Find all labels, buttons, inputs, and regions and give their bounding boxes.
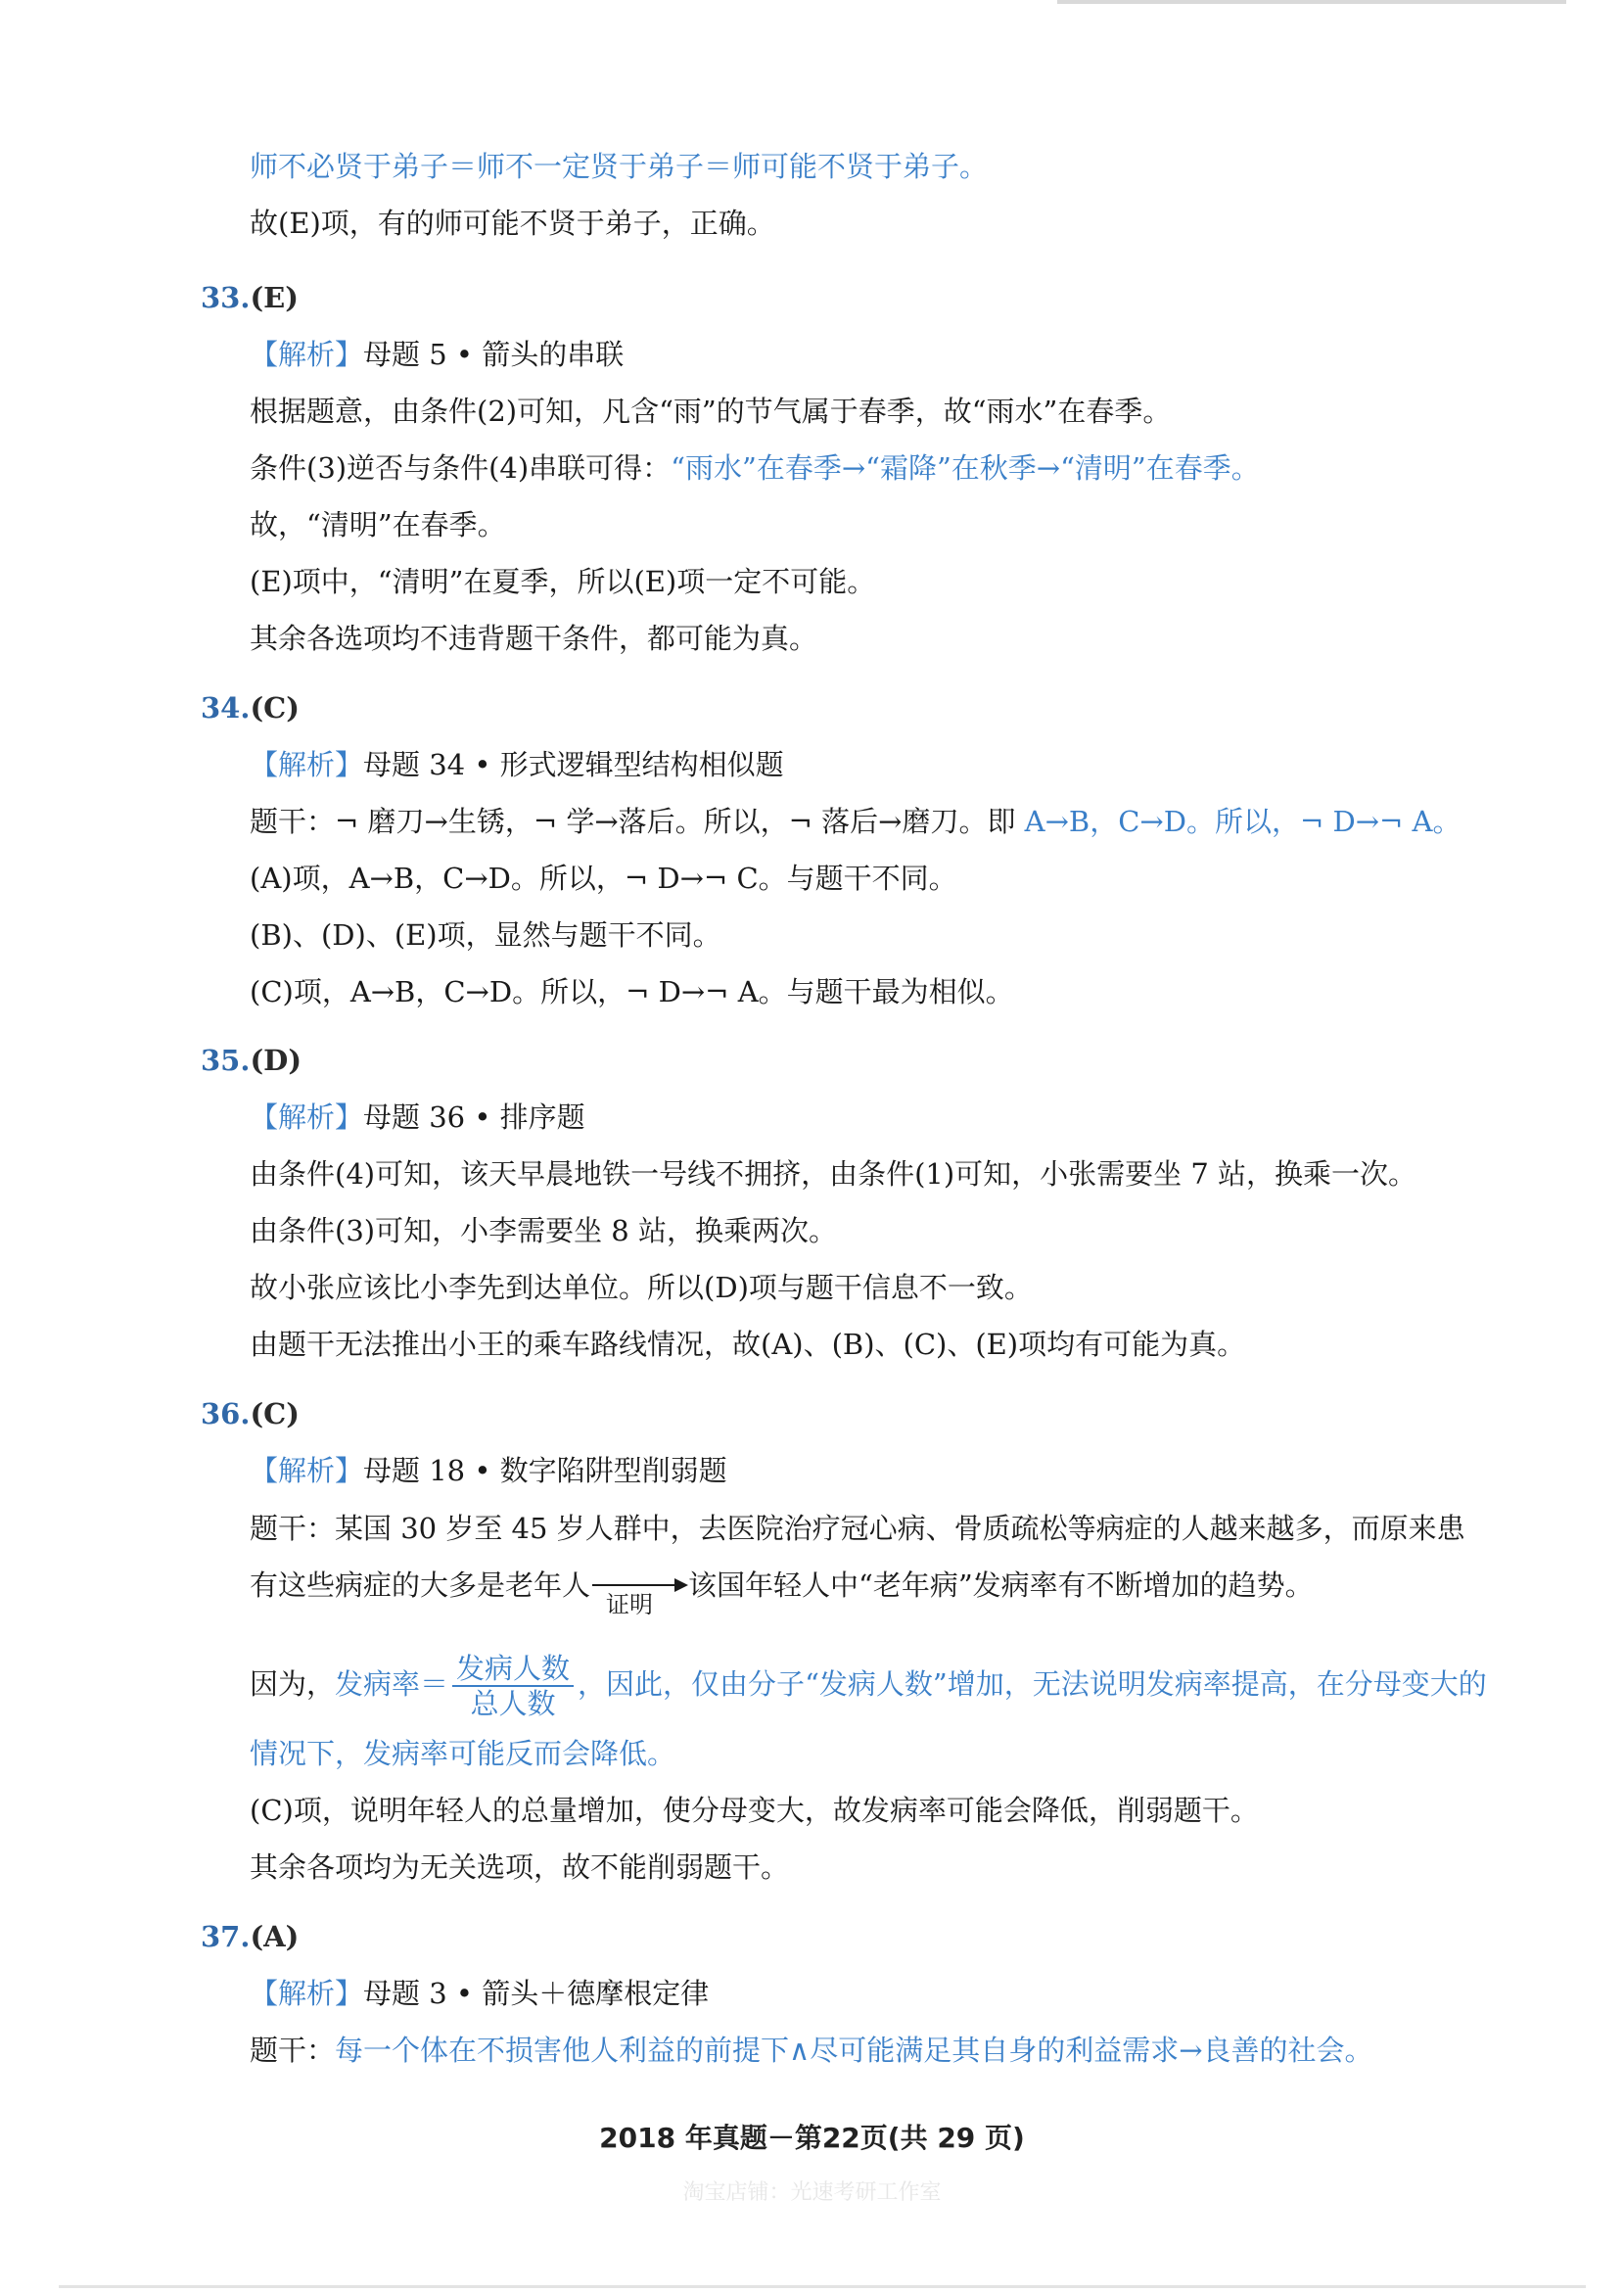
arrow-shaft bbox=[592, 1584, 676, 1586]
arrow-head-icon bbox=[674, 1578, 688, 1592]
text-line: 其余各项均为无关选项，故不能削弱题干。 bbox=[250, 1850, 790, 1884]
analysis-topic: 母题 36 • 排序题 bbox=[363, 1100, 585, 1134]
text-line: 其余各选项均不违背题干条件，都可能为真。 bbox=[250, 622, 818, 655]
question-number: 33. bbox=[201, 281, 251, 314]
arrow-label: 证明 bbox=[606, 1591, 654, 1618]
text-line: (B)、(D)、(E)项，显然与题干不同。 bbox=[250, 918, 721, 952]
analysis-tag: 【解析】 bbox=[250, 1454, 364, 1487]
question-33-heading bbox=[201, 278, 299, 317]
text-line: 题干：某国 30 岁至 45 岁人群中，去医院治疗冠心病、骨质疏松等病症的人越来越多，而原来患 bbox=[250, 1512, 1465, 1545]
analysis-title bbox=[250, 745, 784, 784]
question-answer: (A) bbox=[250, 1920, 300, 1953]
analysis-topic: 母题 5 • 箭头的串联 bbox=[363, 338, 625, 371]
text-line bbox=[250, 1566, 1314, 1618]
question-number: 35. bbox=[201, 1044, 251, 1077]
text-line: 故，“清明”在春季。 bbox=[250, 508, 506, 541]
text-line: (E)项中，“清明”在夏季，所以(E)项一定不可能。 bbox=[250, 565, 876, 598]
text-line: (C)项，说明年轻人的总量增加，使分母变大，故发病率可能会降低，削弱题干。 bbox=[250, 1794, 1259, 1827]
text-line: (C)项，A→B，C→D。所以，¬ D→¬ A。与题干最为相似。 bbox=[250, 975, 1014, 1008]
formula-lhs: 发病率＝ bbox=[335, 1667, 449, 1701]
analysis-title bbox=[250, 1098, 585, 1137]
analysis-tag: 【解析】 bbox=[250, 1100, 364, 1134]
watermark: 淘宝店铺：光速考研工作室 bbox=[682, 2180, 942, 2205]
question-answer: (C) bbox=[250, 691, 300, 725]
analysis-title bbox=[250, 1974, 709, 2013]
highlighted-segment: “发病人数”增加，无法说明发病率提高，在分母变大的 bbox=[805, 1667, 1487, 1701]
text-line: 由题干无法推出小王的乘车路线情况，故(A)、(B)、(C)、(E)项均有可能为真。 bbox=[250, 1328, 1246, 1361]
analysis-tag: 【解析】 bbox=[250, 1977, 364, 2010]
text-line: (A)项，A→B，C→D。所以，¬ D→¬ C。与题干不同。 bbox=[250, 862, 957, 895]
highlighted-segment: A→B，C→D。所以，¬ D→¬ A。 bbox=[1024, 805, 1462, 838]
question-number: 34. bbox=[201, 691, 251, 725]
formula-line bbox=[250, 1648, 1487, 1720]
question-answer: (D) bbox=[250, 1044, 302, 1077]
highlighted-segment: “雨水”在春季→“霜降”在秋季→“清明”在春季。 bbox=[671, 451, 1260, 485]
text-line bbox=[250, 2031, 1373, 2070]
analysis-title bbox=[250, 335, 624, 374]
question-35-heading bbox=[201, 1041, 302, 1080]
text-line bbox=[250, 448, 1260, 488]
bottom-edge-line bbox=[59, 2285, 1586, 2288]
analysis-topic: 母题 3 • 箭头＋德摩根定律 bbox=[363, 1977, 710, 2010]
question-number: 37. bbox=[201, 1920, 251, 1953]
fraction-numerator: 发病人数 bbox=[452, 1652, 574, 1687]
text-line: 故(E)项，有的师可能不贤于弟子，正确。 bbox=[250, 207, 775, 240]
fraction-denominator: 总人数 bbox=[470, 1687, 556, 1720]
text-line: 由条件(3)可知，小李需要坐 8 站，换乘两次。 bbox=[250, 1214, 837, 1247]
text-line: 根据题意，由条件(2)可知，凡含“雨”的节气属于春季，故“雨水”在春季。 bbox=[250, 395, 1172, 428]
analysis-topic: 母题 18 • 数字陷阱型削弱题 bbox=[363, 1454, 727, 1487]
text-segment: 题干：¬ 磨刀→生锈，¬ 学→落后。所以，¬ 落后→磨刀。即 bbox=[250, 805, 1025, 838]
question-37-heading bbox=[201, 1917, 299, 1956]
text-line: 情况下，发病率可能反而会降低。 bbox=[250, 1737, 676, 1770]
question-answer: (C) bbox=[250, 1397, 300, 1430]
text-line: 师不必贤于弟子＝师不一定贤于弟子＝师可能不贤于弟子。 bbox=[250, 150, 989, 183]
text-segment: 条件(3)逆否与条件(4)串联可得： bbox=[250, 451, 672, 485]
question-number: 36. bbox=[201, 1397, 251, 1430]
analysis-tag: 【解析】 bbox=[250, 748, 364, 781]
analysis-title bbox=[250, 1451, 727, 1490]
proof-arrow bbox=[590, 1566, 688, 1618]
text-segment: 有这些病症的大多是老年人 bbox=[250, 1568, 591, 1602]
highlighted-segment: 每一个体在不损害他人利益的前提下∧尽可能满足其自身的利益需求→良善的社会。 bbox=[335, 2034, 1373, 2067]
text-segment: 题干： bbox=[250, 2034, 336, 2067]
text-line: 故小张应该比小李先到达单位。所以(D)项与题干信息不一致。 bbox=[250, 1271, 1033, 1304]
text-segment: 因为， bbox=[250, 1667, 336, 1701]
page-footer: 2018 年真题－第22页(共 29 页) bbox=[599, 2122, 1025, 2154]
question-36-heading bbox=[201, 1394, 300, 1433]
analysis-topic: 母题 34 • 形式逻辑型结构相似题 bbox=[363, 748, 784, 781]
text-line: 由条件(4)可知，该天早晨地铁一号线不拥挤，由条件(1)可知，小张需要坐 7 站，换乘一次。 bbox=[250, 1157, 1417, 1191]
question-34-heading bbox=[201, 688, 300, 727]
question-answer: (E) bbox=[250, 281, 299, 314]
fraction bbox=[452, 1652, 574, 1720]
highlighted-segment: ，因此，仅由分子 bbox=[578, 1667, 806, 1701]
analysis-tag: 【解析】 bbox=[250, 338, 364, 371]
text-segment: 该国年轻人中“老年病”发病率有不断增加的趋势。 bbox=[688, 1568, 1314, 1602]
text-line bbox=[250, 802, 1462, 841]
